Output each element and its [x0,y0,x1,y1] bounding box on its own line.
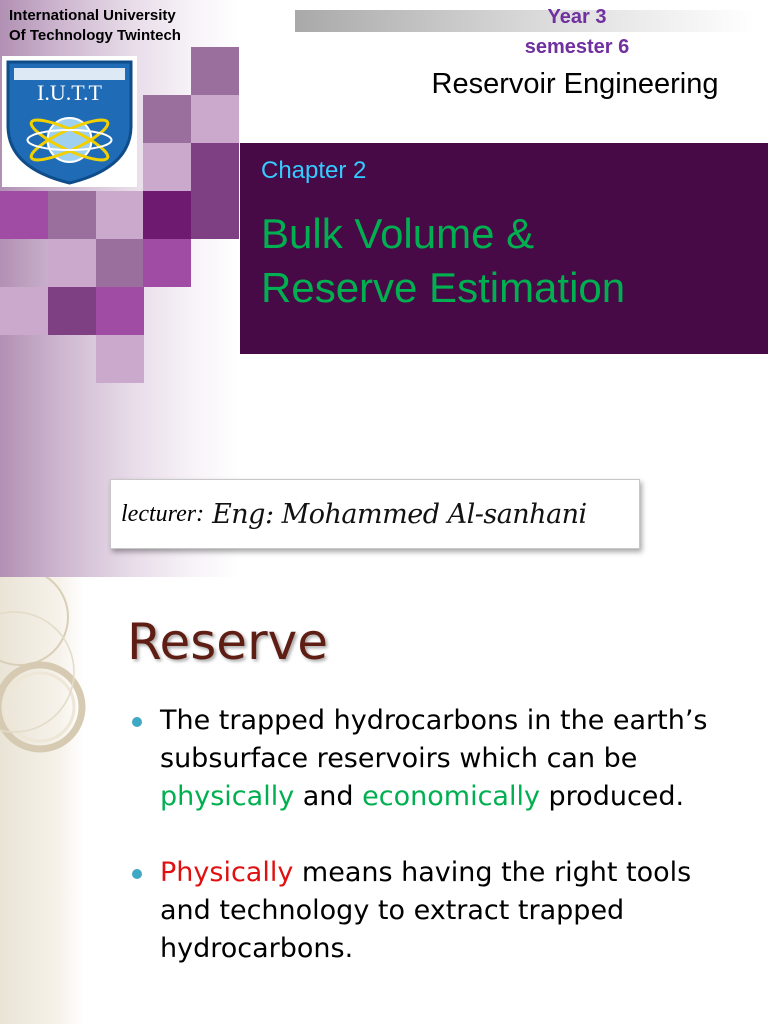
decor-square [191,47,239,95]
decor-square [191,191,239,239]
university-line-1: International University [9,7,176,24]
university-logo-icon [2,56,137,187]
lecturer-box [110,479,640,549]
lecturer-name: Eng: Mohammed Al-sanhani [212,498,587,530]
bullet1-text: The trapped hydrocarbons in the earth’s subsurface reservoirs which can be [160,705,708,774]
slide-title-line-1: Bulk Volume & [261,210,535,257]
university-name [9,6,181,46]
content-slide [0,577,768,1024]
slide-title [261,207,625,315]
decor-square [143,95,191,143]
highlight-physically-red: Physically [160,857,294,888]
decor-square [48,239,96,287]
decor-square [96,335,144,383]
bullet-list [130,702,750,1006]
decor-square [96,287,144,335]
highlight-economically: economically [362,781,540,812]
decor-square [143,239,191,287]
university-line-2: Of Technology Twintech [9,27,181,44]
rings-decor-icon [0,577,90,877]
logo-text: I.U.T.T [37,80,102,105]
bullet-item-physically [130,854,750,968]
year-label: Year 3 [547,6,607,28]
decor-square [191,95,239,143]
bullet1-and: and [302,781,354,812]
decor-square [0,287,48,335]
decor-square [143,191,191,239]
slide-title-line-2: Reserve Estimation [261,264,626,311]
decor-square [48,191,96,239]
course-title: Reservoir Engineering [431,68,719,100]
bullet-item-definition [130,702,750,816]
decor-square [96,239,144,287]
decor-square [48,287,96,335]
bullet1-end: produced. [548,781,685,812]
lecturer-prefix: lecturer: [121,500,205,527]
chapter-label: Chapter 2 [261,157,367,184]
highlight-physically: physically [160,781,295,812]
bullet2-text: means having the right tools and technology to extract trapped hydrocarbons. [160,857,692,964]
decor-square [191,143,239,191]
reserve-heading: Reserve [127,613,328,671]
decor-square [0,191,48,239]
decor-square [143,143,191,191]
decor-square [96,191,144,239]
semester-label: semester 6 [524,36,630,58]
